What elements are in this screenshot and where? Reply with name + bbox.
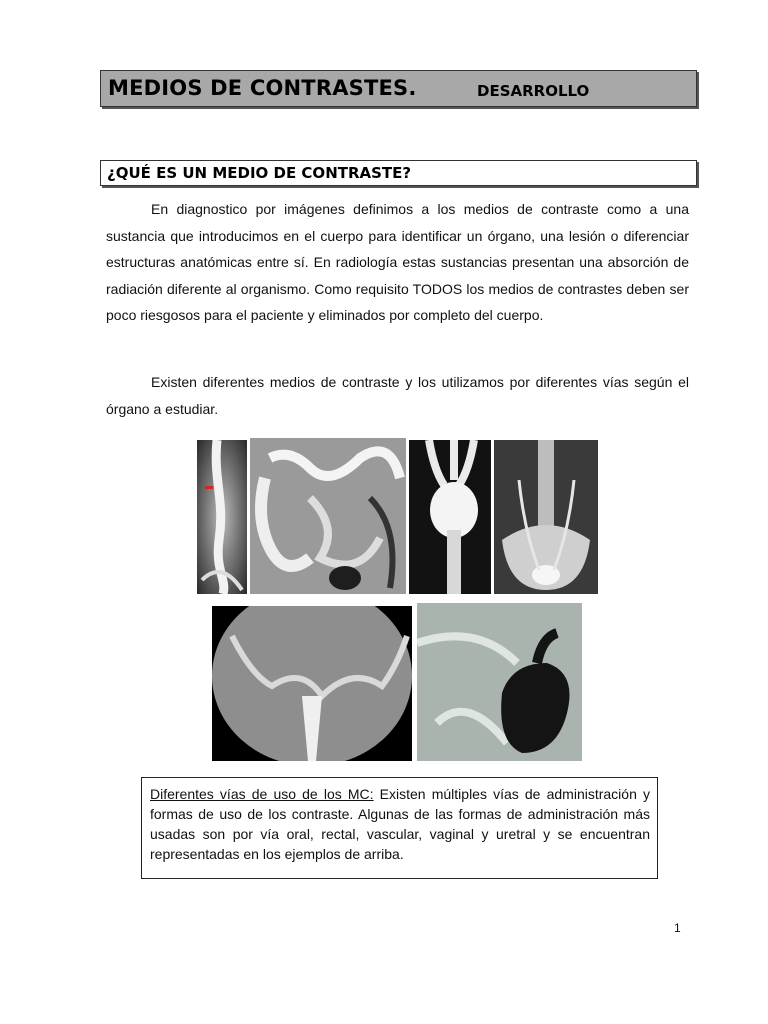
barium-enema-xray — [250, 438, 406, 594]
esophagram-xray — [197, 440, 247, 594]
document-title: MEDIOS DE CONTRASTES. — [108, 76, 417, 100]
section-title: ¿QUÉ ES UN MEDIO DE CONTRASTE? — [107, 164, 412, 182]
note-box — [141, 777, 658, 879]
hysterosalpingography-xray — [212, 606, 412, 761]
urography-xray — [494, 440, 598, 594]
page-number: 1 — [674, 921, 681, 935]
document-header — [100, 70, 697, 107]
note-text — [150, 784, 650, 864]
paragraph-routes: Existen diferentes medios de contraste y los utilizamos por diferentes vías según el órgano a estudiar. — [106, 374, 689, 417]
paragraph-definition: En diagnostico por imágenes definimos a los medios de contraste como a una sustancia que introducimos en el cuerpo para identificar un órgano, una lesión o diferenciar estructuras anatómicas entre sí. En radiología estas sustancias presentan una absorción de radiación diferente al organismo. Como requisito TODOS los medios de contrastes deben ser poco riesgosos para el paciente y eliminados por completo del cuerpo. — [106, 201, 689, 323]
section-heading-box — [100, 160, 697, 186]
note-body: Existen múltiples vías de administración y formas de uso de los contraste. Algunas de las formas de administración más usadas son por vía oral, rectal, vascular, vaginal y uretral y se encuentran representadas en los ejemplos de arriba. — [150, 786, 650, 862]
angiography-xray — [409, 440, 491, 594]
cystography-xray — [417, 603, 582, 761]
document-subtitle: DESARROLLO — [477, 82, 590, 100]
note-lead: Diferentes vías de uso de los MC: — [150, 786, 374, 802]
